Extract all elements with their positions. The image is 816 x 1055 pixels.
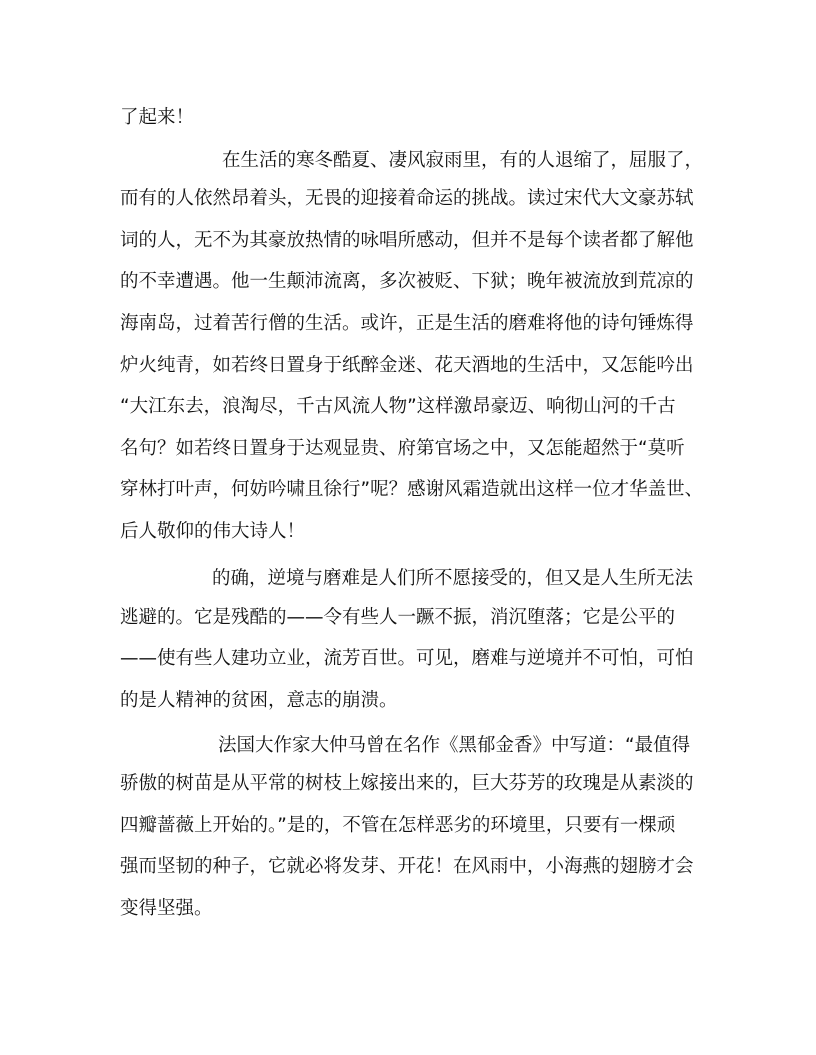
text-line: 逃避的。它是残酷的——令有些人一蹶不振，消沉堕落；它是公平的: [120, 607, 676, 628]
text-line: ——使有些人建功立业，流芳百世。可见，磨难与逆境并不可怕，可怕: [120, 648, 694, 669]
text-line: 海南岛，过着苦行僧的生活。或许，正是生活的磨难将他的诗句锤炼得: [120, 313, 694, 334]
paragraph-start-line: 的确，逆境与磨难是人们所不愿接受的，但又是人生所无法: [212, 568, 694, 589]
paragraph-start-line: 在生活的寒冬酷夏、凄风寂雨里，有的人退缩了，屈服了，: [222, 150, 704, 171]
text-line: 的不幸遭遇。他一生颠沛流离，多次被贬、下狱；晚年被流放到荒凉的: [120, 271, 694, 292]
text-line: 穿林打叶声，何妨吟啸且徐行”呢？感谢风霜造就出这样一位才华盖世、: [120, 479, 704, 500]
text-line: 名句？如若终日置身于达观显贵、府第官场之中，又怎能超然于“莫听: [120, 438, 685, 459]
text-line: 骄傲的树苗是从平常的树枝上嫁接出来的，巨大芬芳的玫瑰是从素淡的: [120, 773, 694, 794]
text-line: 四瓣蔷薇上开始的。”是的，不管在怎样恶劣的环境里，只要有一棵顽: [120, 815, 676, 836]
text-line: 变得坚强。: [120, 898, 213, 919]
text-line: 强而坚韧的种子，它就必将发芽、开花！在风雨中，小海燕的翅膀才会: [120, 856, 694, 877]
paragraph-start-line: 法国大作家大仲马曾在名作《黑郁金香》中写道：“最值得: [218, 735, 691, 756]
text-line: 的是人精神的贫困，意志的崩溃。: [120, 690, 398, 711]
text-line: 炉火纯青，如若终日置身于纸醉金迷、花天酒地的生活中，又怎能吟出: [120, 355, 694, 376]
text-line: 后人敬仰的伟大诗人！: [120, 521, 306, 542]
text-line: 了起来！: [120, 107, 195, 128]
text-line: 词的人，无不为其豪放热情的咏唱所感动，但并不是每个读者都了解他: [120, 230, 694, 251]
text-line: 而有的人依然昂着头，无畏的迎接着命运的挑战。读过宋代大文豪苏轼: [120, 188, 694, 209]
text-line: “大江东去，浪淘尽，千古风流人物”这样激昂豪迈、响彻山河的千古: [120, 396, 676, 417]
